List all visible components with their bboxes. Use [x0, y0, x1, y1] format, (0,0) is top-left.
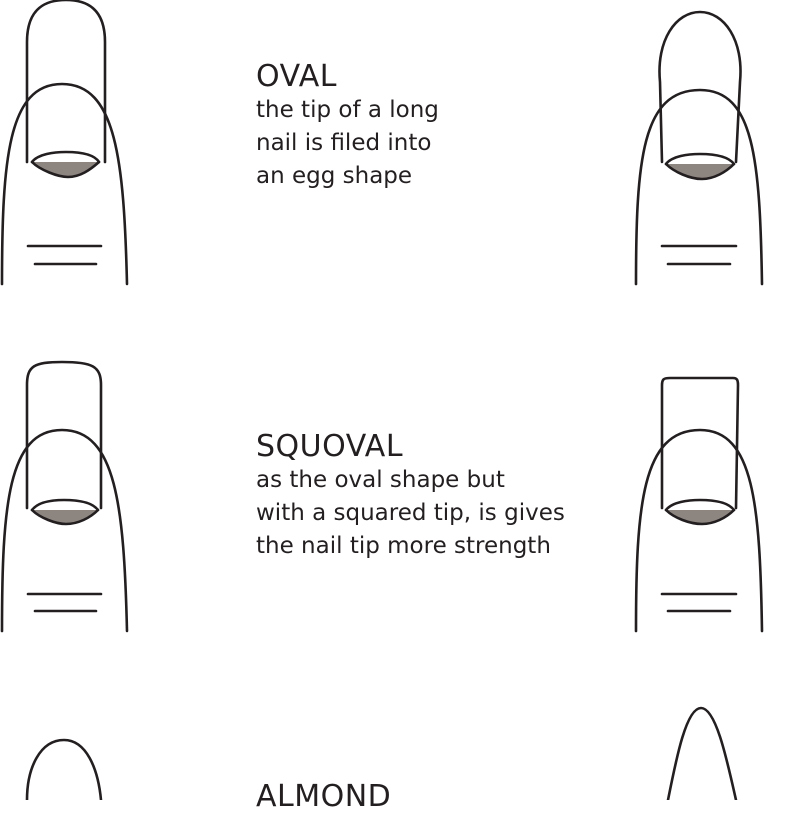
squoval-description-line: as the oval shape but — [256, 467, 505, 493]
oval-description-line: an egg shape — [256, 163, 413, 189]
oval-description — [256, 60, 439, 193]
oval-long-nail-finger — [636, 12, 762, 284]
oval-description-line: the tip of a long — [256, 97, 439, 123]
squoval-title: SQUOVAL — [256, 429, 404, 464]
oval-description-line: nail is filed into — [256, 130, 432, 156]
squoval-short-nail-finger — [2, 362, 127, 631]
almond-description — [256, 780, 391, 814]
oval-title: OVAL — [256, 59, 337, 94]
almond-short-nail-finger — [27, 740, 101, 800]
oval-short-nail-finger — [2, 0, 127, 284]
almond-title: ALMOND — [256, 779, 392, 814]
almond-long-nail-finger — [668, 708, 736, 800]
squoval-description-line: with a squared tip, is gives — [256, 500, 565, 526]
squoval-description-line: the nail tip more strength — [256, 533, 551, 559]
squoval-long-nail-finger — [636, 378, 762, 631]
squoval-description — [256, 430, 565, 563]
